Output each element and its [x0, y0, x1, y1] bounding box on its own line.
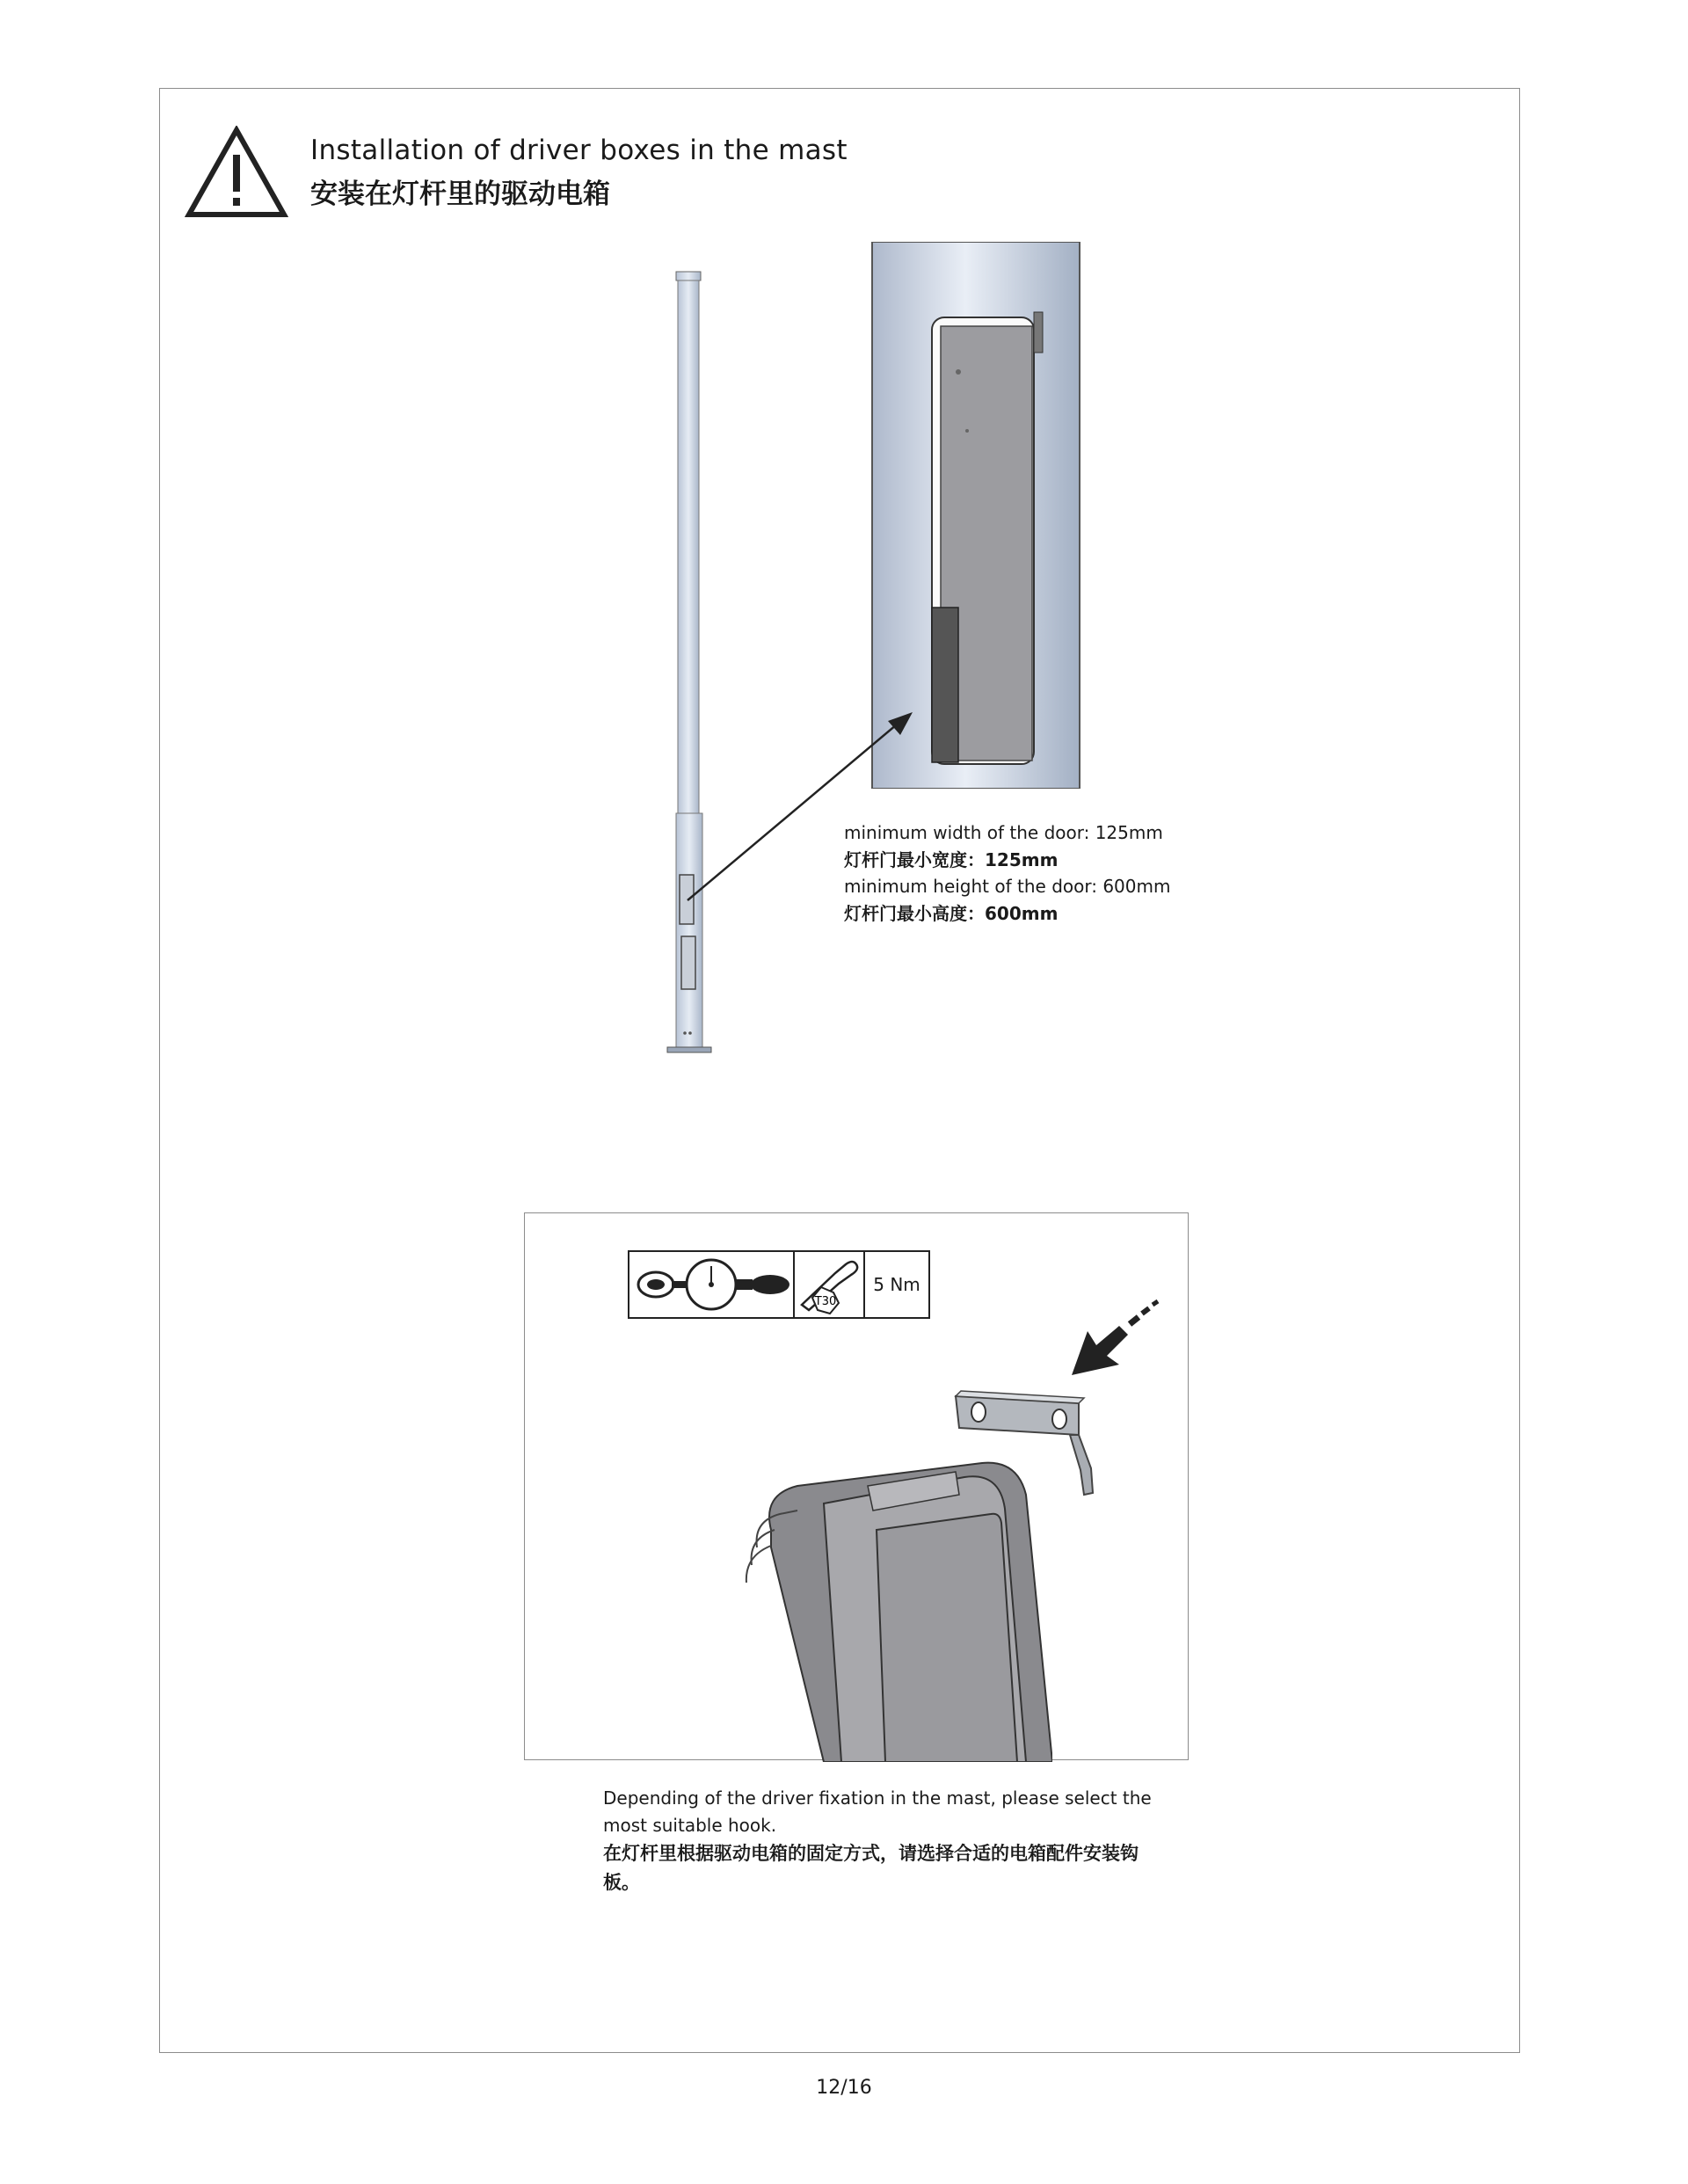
page-title-zh: 安装在灯杆里的驱动电箱: [310, 178, 610, 210]
warning-triangle-icon: [185, 126, 288, 219]
page-number: 12/16: [816, 2077, 872, 2099]
page-title-en: Installation of driver boxes in the mast: [310, 135, 848, 166]
screwdriver-icon: [795, 1252, 863, 1317]
caption-en: Depending of the driver fixation in the mast, please select the most suitable hook.: [603, 1787, 1152, 1836]
hook-installation-figure: [524, 1212, 1189, 1760]
driver-box-illustration: [736, 1424, 1052, 1762]
torque-wrench-icon: [629, 1252, 793, 1317]
arrow-down-left-icon: [1070, 1291, 1167, 1379]
torque-wrench-cell: [629, 1252, 795, 1317]
tool-label: T30: [814, 1295, 837, 1308]
min-height-zh: 灯杆门最小高度：600mm: [844, 902, 1059, 924]
min-width-zh: 灯杆门最小宽度：125mm: [844, 848, 1059, 870]
torque-spec-table: [628, 1250, 930, 1319]
torque-value: 5 Nm: [873, 1274, 920, 1295]
figure-caption: [603, 1785, 1166, 1897]
door-specifications: [844, 819, 1170, 927]
caption-zh: 在灯杆里根据驱动电箱的固定方式，请选择合适的电箱配件安装钩板。: [603, 1843, 1139, 1893]
mast-illustration: [664, 268, 717, 1059]
min-height-en: minimum height of the door: 600mm: [844, 876, 1171, 897]
screwdriver-cell: [795, 1252, 865, 1317]
min-width-en: minimum width of the door: 125mm: [844, 822, 1163, 843]
